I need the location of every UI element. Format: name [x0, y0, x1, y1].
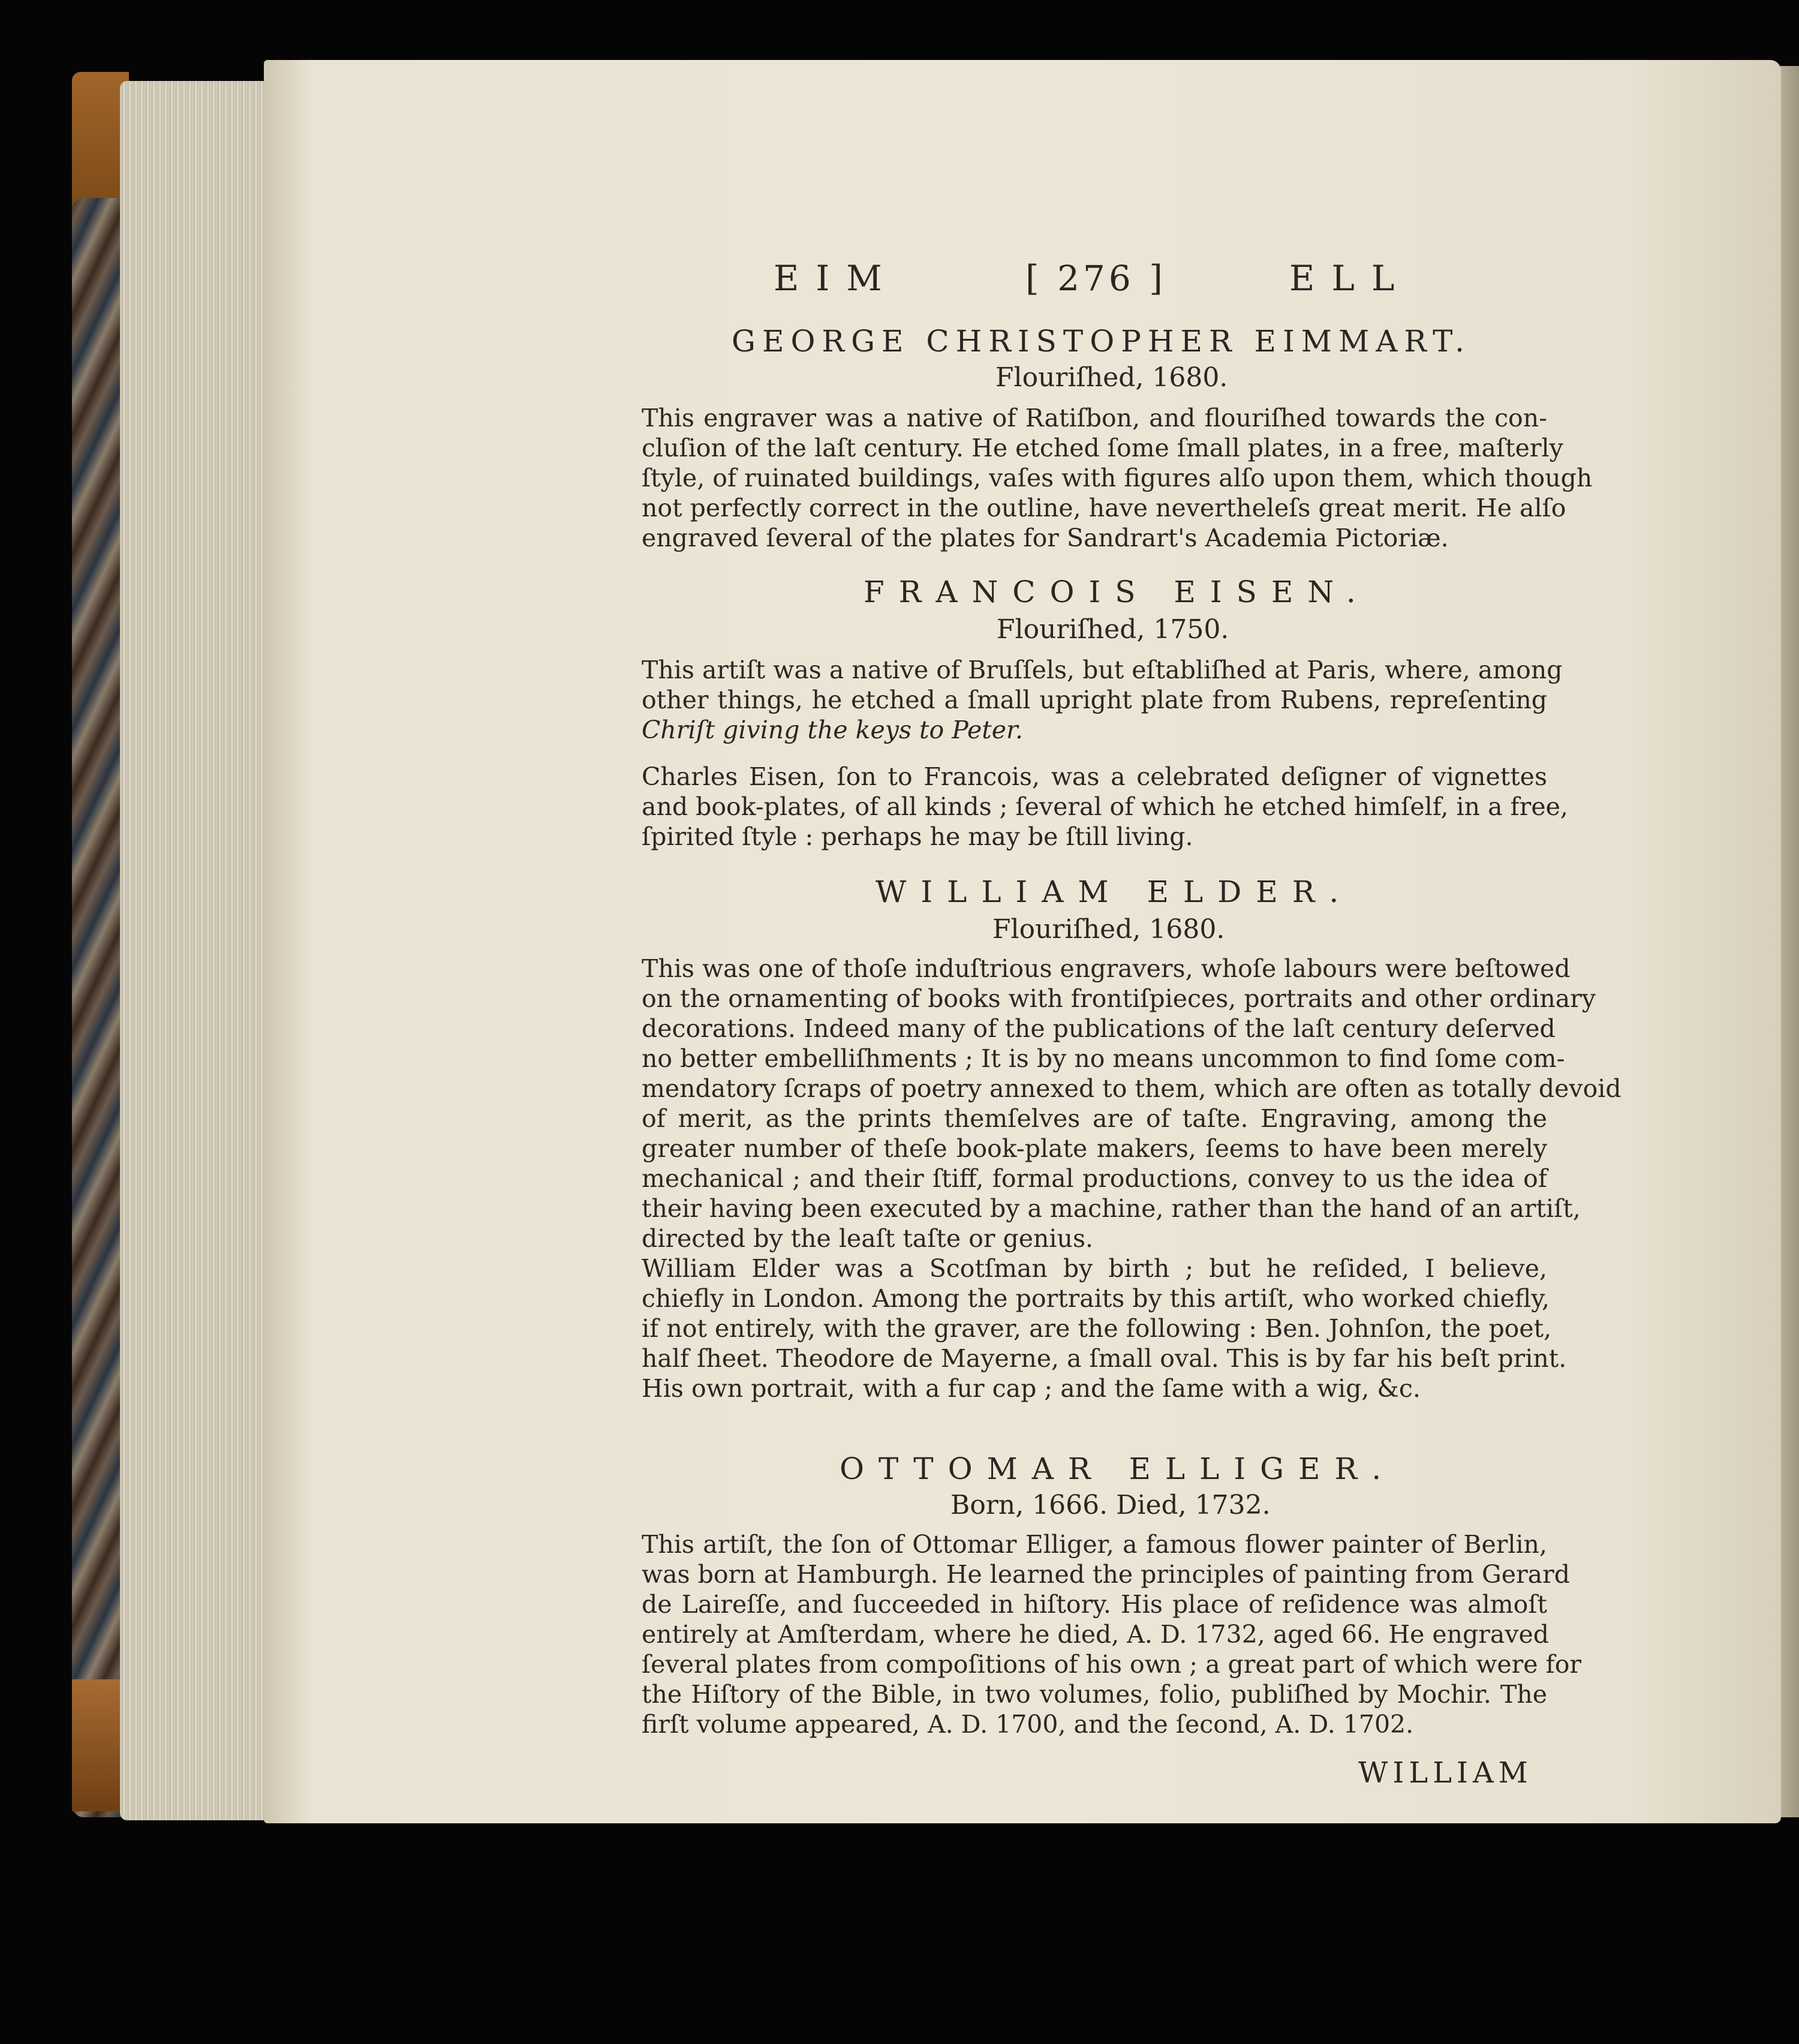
text-line: their having been executed by a machine, rather than the hand of an artiſt,: [642, 1194, 1581, 1223]
text-line: mechanical ; and their ſtiff, formal productions, convey to us the idea of: [642, 1164, 1547, 1193]
text-line: the Hiſtory of the Bible, in two volumes, folio, publiſhed by Mochir. The: [642, 1680, 1547, 1709]
text-line: firſt volume appeared, A. D. 1700, and the ſecond, A. D. 1702.: [642, 1710, 1414, 1739]
entry-dates: Born, 1666. Died, 1732.: [950, 1490, 1271, 1520]
text-line: if not entirely, with the graver, are the following : Ben. Johnſon, the poet,: [642, 1314, 1552, 1343]
entry-paragraph: [642, 655, 1563, 745]
text-line: directed by the leaſt taſte or genius.: [642, 1224, 1094, 1253]
text-line: Charles Eisen, ſon to Francois, was a celebrated deſigner of vignettes: [642, 762, 1547, 791]
text-line: no better embelliſhments ; It is by no means uncommon to find ſome com-: [642, 1044, 1565, 1073]
text-line: and book-plates, of all kinds ; ſeveral of which he etched himſelf, in a free,: [642, 792, 1568, 821]
entry-dates: Flouriſhed, 1680.: [992, 914, 1225, 945]
text-line: cluſion of the laſt century. He etched ſome ſmall plates, in a free, maſterly: [642, 434, 1563, 462]
text-line: was born at Hamburgh. He learned the principles of painting from Gerard: [642, 1560, 1570, 1589]
text-line: This artiſt, the ſon of Ottomar Elliger, a famous flower painter of Berlin,: [642, 1530, 1547, 1559]
text-line: decorations. Indeed many of the publications of the laſt century deſerved: [642, 1014, 1556, 1043]
entry-paragraph: [642, 1529, 1582, 1739]
entry-title: WILLIAM ELDER.: [876, 874, 1353, 909]
text-line: ſpirited ſtyle : perhaps he may be ſtill living.: [642, 822, 1193, 851]
running-head-left: EIM: [774, 258, 899, 299]
entry-dates: Flouriſhed, 1750.: [997, 614, 1229, 645]
entry-paragraph: [642, 762, 1568, 852]
text-line: Chriſt giving the keys to Peter.: [642, 716, 1024, 744]
running-head-right: ELL: [1289, 258, 1412, 299]
text-line: half ſheet. Theodore de Mayerne, a ſmall oval. This is by far his beſt print.: [642, 1344, 1567, 1373]
book-page: [264, 60, 1781, 1823]
entry-paragraph: [642, 1254, 1567, 1403]
page-edges: [120, 81, 264, 1820]
text-line: His own portrait, with a fur cap ; and the ſame with a wig, &c.: [642, 1374, 1421, 1403]
text-line: on the ornamenting of books with frontiſpieces, portraits and other ordinary: [642, 984, 1596, 1013]
text-line: mendatory ſcraps of poetry annexed to them, which are often as totally devoid: [642, 1074, 1621, 1103]
text-line: entirely at Amſterdam, where he died, A. D. 1732, aged 66. He engraved: [642, 1620, 1550, 1649]
text-line: not perfectly correct in the outline, have nevertheleſs great merit. He alſo: [642, 494, 1566, 522]
entry-dates: Flouriſhed, 1680.: [995, 362, 1228, 393]
text-line: greater number of theſe book-plate makers, ſeems to have been merely: [642, 1134, 1547, 1163]
text-line: This was one of thoſe induſtrious engravers, whoſe labours were beſtowed: [642, 954, 1571, 983]
text-line: of merit, as the prints themſelves are of taſte. Engraving, among the: [642, 1104, 1547, 1133]
text-line: other things, he etched a ſmall upright plate from Rubens, repreſenting: [642, 686, 1547, 714]
entry-paragraph: [642, 954, 1621, 1254]
text-line: chiefly in London. Among the portraits by this artiſt, who worked chiefly,: [642, 1284, 1550, 1313]
text-line: ſtyle, of ruinated buildings, vaſes with figures alſo upon them, which though: [642, 464, 1593, 492]
catchword: WILLIAM: [1358, 1756, 1533, 1790]
text-line: William Elder was a Scotſman by birth ; but he reſided, I believe,: [642, 1254, 1547, 1283]
entry-title: OTTOMAR ELLIGER.: [840, 1451, 1396, 1486]
page-number: [ 276 ]: [1025, 258, 1166, 299]
text-line: This engraver was a native of Ratiſbon, and flouriſhed towards the con-: [642, 404, 1547, 432]
entry-title: GEORGE CHRISTOPHER EIMMART.: [732, 324, 1471, 359]
text-line: This artiſt was a native of Bruſſels, but eſtabliſhed at Paris, where, among: [642, 656, 1563, 684]
entry-title: FRANCOIS EISEN.: [864, 575, 1370, 609]
entry-paragraph: [642, 403, 1593, 553]
text-line: engraved ſeveral of the plates for Sandrart's Academia Pictoriæ.: [642, 524, 1449, 552]
text-line: de Laireſſe, and ſucceeded in hiſtory. His place of reſidence was almoſt: [642, 1590, 1547, 1619]
text-line: ſeveral plates from compoſitions of his own ; a great part of which were for: [642, 1650, 1582, 1679]
